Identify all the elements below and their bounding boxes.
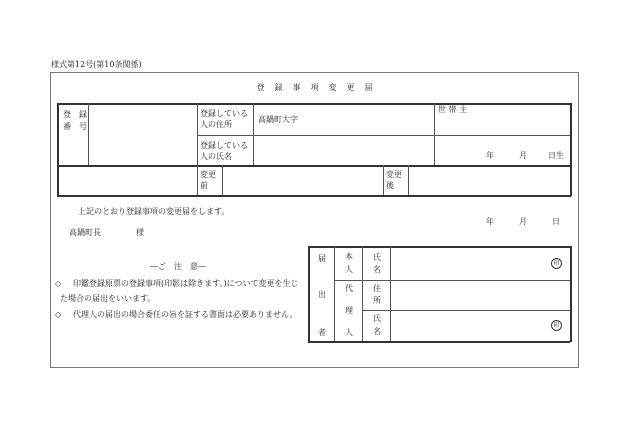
form-number: 様式第12号(第10条関係) [51, 60, 142, 69]
self-name-label: 名 [373, 265, 381, 274]
agent-name-label: 名 [373, 327, 381, 336]
name-label: 人の氏名 [200, 152, 232, 161]
agent-address-label: 住 [373, 284, 381, 293]
after-field[interactable] [410, 167, 569, 194]
seal-icon: 印 [551, 320, 562, 331]
address-value[interactable]: 高鍋町大字 [258, 115, 298, 124]
registration-number-label: 登 録 [63, 110, 87, 119]
addressee-town: 高鍋町長 [69, 228, 101, 237]
agent-address-label: 所 [373, 296, 381, 305]
applicant-column-label: 届 [318, 254, 326, 263]
applicant-column-label: 出 [318, 290, 326, 299]
address-label: 人の住所 [200, 120, 232, 129]
agent-address-field[interactable] [392, 282, 568, 309]
birth-day: 日生 [548, 151, 564, 160]
note-2: 代理人の届出の場合委任の旨を証する書面は必要ありません。 [73, 310, 298, 319]
notes-heading: ―ご 注 意― [150, 262, 206, 271]
date-day: 日 [552, 217, 560, 226]
date-year: 年 [486, 217, 494, 226]
name-label: 登録している [200, 141, 248, 150]
registration-number-field[interactable] [90, 105, 196, 163]
before-field[interactable] [224, 167, 382, 194]
diamond-bullet-icon: ◇ [55, 279, 62, 288]
before-label: 前 [200, 181, 208, 190]
seal-icon: 印 [551, 258, 562, 269]
agent-name-field[interactable] [392, 312, 542, 340]
agent-label: 代 [345, 284, 353, 293]
registration-number-label: 番 号 [63, 122, 87, 131]
before-label: 変更 [200, 170, 216, 179]
self-label: 本 [345, 252, 353, 261]
address-label: 登録している [200, 109, 248, 118]
after-label: 変更 [386, 170, 402, 179]
agent-label: 理 [345, 306, 353, 315]
form-title: 登 録 事 項 変 更 届 [256, 83, 374, 92]
birth-month: 月 [519, 151, 527, 160]
addressee-honorific: 様 [136, 228, 144, 237]
self-label: 人 [345, 265, 353, 274]
householder-label: 世 帯 主 [438, 105, 468, 114]
agent-name-label: 氏 [373, 314, 381, 323]
after-label: 後 [386, 181, 394, 190]
note-1: 印鑑登録原票の登録事項(印影は除きます。)について変更を生じ [73, 279, 299, 288]
statement: 上記のとおり登録事項の変更届をします。 [78, 207, 230, 216]
name-field[interactable] [255, 137, 433, 163]
self-name-label: 氏 [373, 253, 381, 262]
diamond-bullet-icon: ◇ [55, 310, 62, 319]
note-1-continued: た場合の届出をいいます。 [60, 294, 156, 303]
applicant-column-label: 者 [318, 328, 326, 337]
date-month: 月 [519, 217, 527, 226]
self-name-field[interactable] [392, 248, 542, 278]
agent-label: 人 [345, 328, 353, 337]
birth-year: 年 [486, 151, 494, 160]
